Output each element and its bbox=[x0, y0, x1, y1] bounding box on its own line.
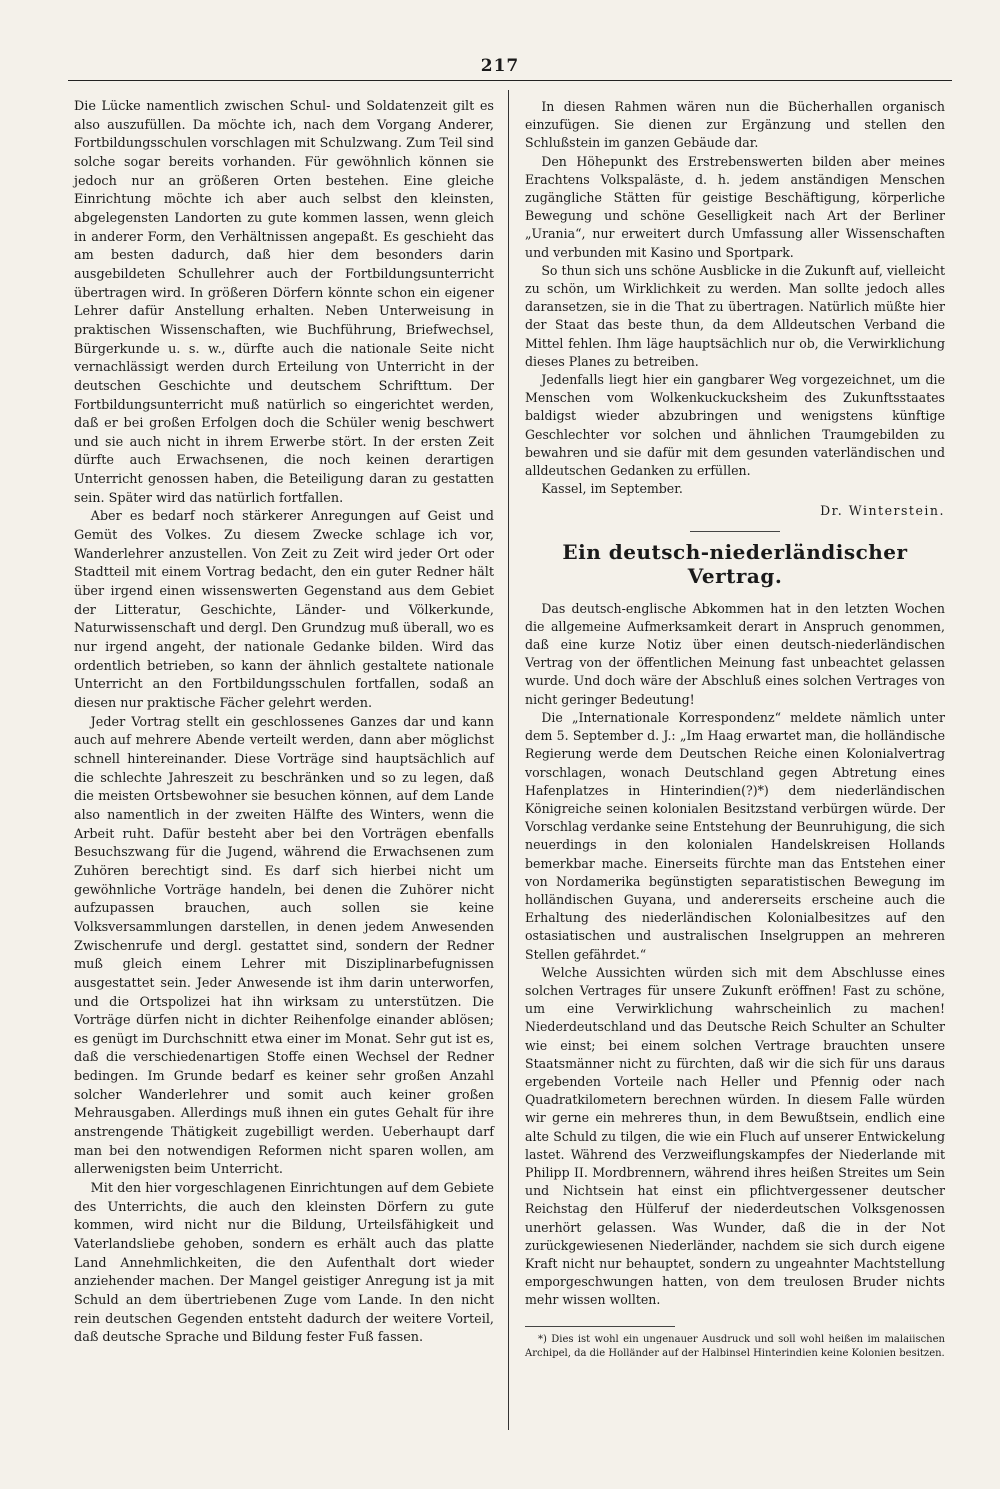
article-title: Ein deutsch-niederländischer Vertrag. bbox=[562, 539, 908, 588]
paragraph: Welche Aussichten würden sich mit dem Abschlusse eines solchen Vertrages für unsere Zukunft eröffnen! Fast zu schöne, um eine Verwirklichung wahrscheinlich zu machen! Niederdeutschland und das Deutsche Reich Schulter an Schulter wie einst; bei einem solchen Vertrage brauchten unsere Staatsmänner nicht zu fürchten, daß wir die sich für uns daraus ergebenden Vorteile nach Heller und Pfennig oder nach Quadratkilometern berechnen würden. In diesem Falle würden wir gerne ein mehreres thun, in dem Bewußtsein, endlich eine alte Schuld zu tilgen, die wie ein Fluch auf unserer Entwickelung lastet. Während des Verzweiflungskampfes der Niederlande mit Philipp II. Mordbrennern, während ihres heißen Streites um Sein und Nichtsein hat einst ein pflichtvergessener deutscher Reichstag den Hülferuf der niederdeutschen Volksgenossen unerhört gelassen. Was Wunder, daß die in der Not zurückgewiesenen Niederländer, nachdem sie sich durch eigene Kraft nicht nur behauptet, sondern zu ungeahnter Machtstellung emporgeschwungen hatten, von dem treulosen Bruder nichts mehr wissen wollten. bbox=[525, 964, 945, 1308]
paragraph: Mit den hier vorgeschlagenen Einrichtungen auf dem Gebiete des Unterrichts, die auch den kleinsten Dörfern zu gute kommen, wird nicht nur die Bildung, Urteilsfähigkeit und Vaterlandsliebe gehoben, sondern es erhält auch das platte Land Annehmlichkeiten, die den Aufenthalt dort wieder anziehender machen. Der Mangel geistiger Anregung ist ja mit Schuld an dem übertriebenen Zuge vom Lande. In den nicht rein deutschen Gegenden entsteht dadurch der weitere Vorteil, daß deutsche Sprache und Bildung fester Fuß fassen. bbox=[74, 1181, 494, 1346]
paragraph: Das deutsch-englische Abkommen hat in den letzten Wochen die allgemeine Aufmerksamkeit derart in Anspruch genommen, daß eine kurze Notiz über einen deutsch-niederländischen Vertrag von der öffentlichen Meinung fast unbeachtet gelassen wurde. Und doch wäre der Abschluß eines solchen Vertrages von nicht geringer Bedeutung! bbox=[525, 600, 945, 707]
paragraph: Jedenfalls liegt hier ein gangbarer Weg vorgezeichnet, um die Menschen vom Wolkenkuckucksheim des Zukunftsstaates baldigst wieder abzubringen und wenigstens künftige Geschlechter vor solchen und ähnlichen Traumgebilden zu bewahren und sie dafür mit dem gesunden vaterländischen und alldeutschen Gedanken zu erfüllen. bbox=[525, 372, 945, 479]
column-divider bbox=[508, 90, 509, 1430]
paragraph: Die Lücke namentlich zwischen Schul- und Soldatenzeit gilt es also auszufüllen. Da möchte ich, nach dem Vorgang Anderer, Fortbildungsschulen vorschlagen mit Schulzwang. Zum Teil sind solche sogar bereits vorhanden. Für gewöhnlich können sie jedoch nur an größeren Orten bestehen. Eine gleiche Einrichtung möchte ich aber auch selbst den kleinsten, abgelegensten Landorten zu gute kommen lassen, wenn gleich in anderer Form, den Verhältnissen angepaßt. Es geschieht das am besten dadurch, daß hier dem besonders darin ausgebildeten Schullehrer auch der Fortbildungsunterricht übertragen wird. In größeren Dörfern könnte schon ein eigener Lehrer dafür Anstellung erhalten. Neben Unterweisung in praktischen Wissenschaften, wie Buchführung, Briefwechsel, Bürgerkunde u. s. w., dürfte auch die nationale Seite nicht vernachlässigt werden durch Erteilung von Unterricht in der deutschen Geschichte und deutschem Schrifttum. Der Fortbildungsunterricht muß natürlich so eingerichtet werden, daß er bei großen Erfolgen doch die Schüler wenig beschwert und sie auch nicht in ihrem Erwerbe stört. In der ersten Zeit dürfte auch Erwachsenen, die noch keinen derartigen Unterricht genossen haben, die Beteiligung daran zu gestatten sein. Später wird das natürlich fortfallen. bbox=[74, 99, 494, 506]
footnote-rule bbox=[525, 1326, 675, 1327]
header-rule bbox=[68, 80, 952, 81]
section-separator bbox=[690, 531, 780, 532]
paragraph: In diesen Rahmen wären nun die Bücherhallen organisch einzufügen. Sie dienen zur Ergänzung und stellen den Schlußstein im ganzen Gebäude dar. bbox=[525, 99, 945, 151]
left-column bbox=[74, 98, 494, 1348]
paragraph: Die „Internationale Korrespondenz“ meldete nämlich unter dem 5. September d. J.: „Im Haag erwartet man, die holländische Regierung werde dem Deutschen Reiche einen Kolonialvertrag vorschlagen, wonach Deutschland gegen Abtretung eines Hafenplatzes in Hinterindien(?)*) dem niederländischen Königreiche seinen kolonialen Besitzstand verbürgen würde. Der Vorschlag verdanke seine Entstehung der Beunruhigung, die sich neuerdings in den kolonialen Handelskreisen Hollands bemerkbar mache. Einerseits fürchte man das Entstehen einer von Nordamerika begünstigten separatistischen Bewegung im holländischen Guyana, und andererseits erscheine auch die Erhaltung des niederländischen Kolonialbesitzes auf den ostasiatischen und australischen Inselgruppen an mehreren Stellen gefährdet.“ bbox=[525, 709, 945, 962]
footnote: *) Dies ist wohl ein ungenauer Ausdruck und soll wohl heißen im malaiischen Archipel, da die Holländer auf der Halbinsel Hinterindien keine Kolonien besitzen. bbox=[525, 1333, 945, 1359]
right-column bbox=[525, 98, 945, 1361]
paragraph: So thun sich uns schöne Ausblicke in die Zukunft auf, vielleicht zu schön, um Wirklichkeit zu werden. Man sollte jedoch alles daransetzen, sie in die That zu übertragen. Natürlich müßte hier der Staat das beste thun, da dem Alldeutschen Verband die Mittel fehlen. Ihm läge hauptsächlich nur ob, die Verwirklichung dieses Planes zu betreiben. bbox=[525, 262, 945, 369]
dateline: Kassel, im September. bbox=[541, 481, 683, 497]
paragraph: Aber es bedarf noch stärkerer Anregungen auf Geist und Gemüt des Volkes. Zu diesem Zwecke schlage ich vor, Wanderlehrer anzustellen. Von Zeit zu Zeit wird jeder Ort oder Stadtteil mit einem Vortrag bedacht, den ein guter Redner hält über irgend einen wissenswerten Gegenstand aus dem Gebiet der Litteratur, Geschichte, Länder- und Völkerkunde, Naturwissenschaft und dergl. Den Grundzug muß überall, wo es nur irgend angeht, der nationale Gedanke bilden. Wird das ordentlich betrieben, so kann der ähnlich gestaltete nationale Unterricht an den Fortbildungsschulen fortfallen, sodaß an diesen nur praktische Fächer gelehrt werden. bbox=[74, 509, 494, 711]
paragraph: Den Höhepunkt des Erstrebenswerten bilden aber meines Erachtens Volkspaläste, d. h. jedem anständigen Menschen zugängliche Stätten für geistige Beschäftigung, körperliche Bewegung und schöne Geselligkeit nach Art der Berliner „Urania“, nur erweitert durch Umfassung aller Wissenschaften und verbunden mit Kasino und Sportpark. bbox=[525, 153, 945, 260]
paragraph: Jeder Vortrag stellt ein geschlossenes Ganzes dar und kann auch auf mehrere Abende verteilt werden, dann aber möglichst schnell hintereinander. Diese Vorträge sind hauptsächlich auf die schlechte Jahreszeit zu beschränken und so zu legen, daß die meisten Ortsbewohner sie besuchen können, auf dem Lande also namentlich in der zweiten Hälfte des Winters, wenn die Arbeit ruht. Dafür besteht aber bei den Vorträgen ebenfalls Besuchszwang für die Jugend, während die Erwachsenen zum Zuhören berechtigt sind. Es darf sich hierbei nicht um gewöhnliche Vorträge handeln, bei denen die Zuhörer nicht aufzupassen brauchen, auch sollen sie keine Volksversammlungen darstellen, in denen jedem Anwesenden Zwischenrufe und dergl. gestattet sind, sondern der Redner muß gleich einem Lehrer mit Disziplinarbefugnissen ausgestattet sein. Jeder Anwesende ist ihm darin unterworfen, und die Ortspolizei hat ihn wirksam zu unterstützen. Die Vorträge dürfen nicht in dichter Reihenfolge einander ablösen; es genügt im Durchschnitt etwa einer im Monat. Sehr gut ist es, daß die verschiedenartigen Stoffe einen Wechsel der Redner bedingen. Im Grunde bedarf es keiner sehr großen Anzahl solcher Wanderlehrer und somit auch keiner großen Mehrausgaben. Allerdings muß ihnen ein gutes Gehalt für ihre anstrengende Thätigkeit zugebilligt werden. Ueberhaupt darf man bei den notwendigen Reformen nicht sparen wollen, am allerwenigsten beim Unterricht. bbox=[74, 714, 494, 1178]
page-number: 217 bbox=[480, 56, 520, 76]
author-signature: Dr. Winterstein. bbox=[820, 503, 945, 519]
